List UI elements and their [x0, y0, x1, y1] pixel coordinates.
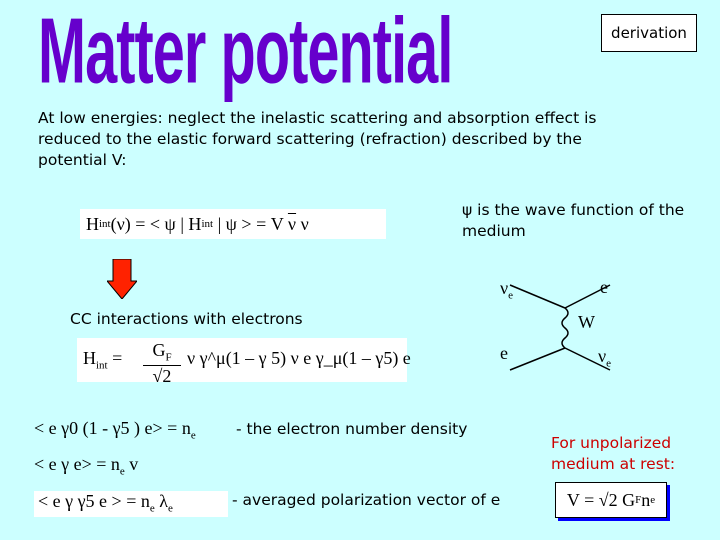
- intro-text: At low energies: neglect the inelastic scattering and absorption effect is reduced to the elastic forward scattering (refraction) described by the potential V:: [38, 109, 597, 169]
- density-equation: < e γ0 (1 - γ5 ) $e> = n_e$: [34, 418, 196, 442]
- feynman-bottom-left: e: [500, 343, 508, 363]
- feynman-boson: W: [578, 312, 595, 332]
- polarization-equation: < e γ γ5 e > = $n_e$ $\lambda_e$: [34, 491, 228, 517]
- feynman-top-right: e: [600, 277, 608, 297]
- page-title: Matter potential: [38, 0, 453, 103]
- polarization-description: - averaged polarization vector of e: [232, 491, 501, 509]
- feynman-bottom-right: $\nu_e$: [598, 346, 612, 370]
- potential-result: V = √2 G F n e: [555, 482, 667, 518]
- density-description: - the electron number density: [236, 420, 468, 438]
- potential-equation: H int (ν) = < ψ | H int | ψ > = V $\overline{\nu}$ ν: [80, 209, 386, 239]
- derivation-button[interactable]: derivation: [601, 14, 697, 52]
- velocity-equation: < e γ $e> = n_e$ v: [34, 454, 139, 478]
- unpolarized-note: For unpolarized medium at rest:: [551, 434, 676, 473]
- down-arrow-icon: [107, 259, 137, 299]
- psi-note: ψ is the wave function of the medium: [462, 201, 685, 240]
- cc-label: CC interactions with electrons: [70, 310, 303, 328]
- feynman-top-left: $\nu_e$: [500, 278, 514, 302]
- interaction-hamiltonian: $H_{int}$ = $\frac{G_F}{√2}$ ν γ^μ(1 – γ 5) ν e γ_μ(1 – γ5) e: [77, 338, 407, 382]
